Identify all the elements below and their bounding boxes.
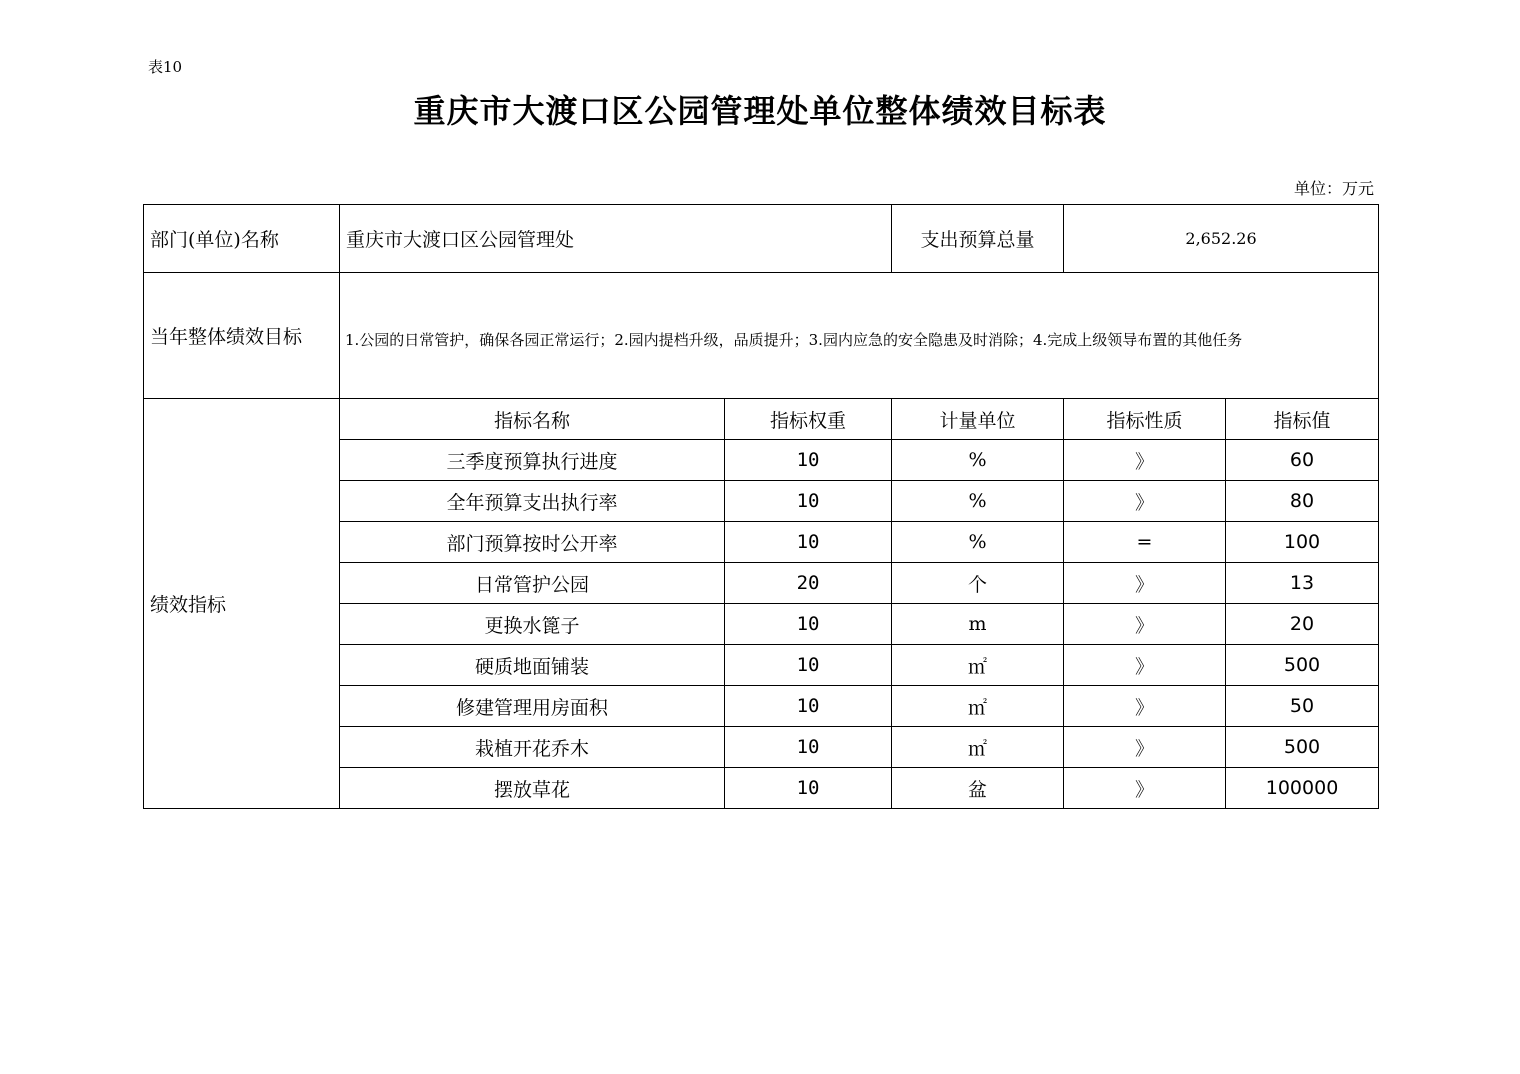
indicator-value: 60 — [1226, 440, 1379, 481]
table-number: 表10 — [148, 58, 183, 76]
indicator-nature: 》 — [1064, 440, 1226, 481]
indicator-nature: 》 — [1064, 604, 1226, 645]
indicator-value: 500 — [1226, 727, 1379, 768]
indicator-weight: 10 — [725, 440, 892, 481]
indicator-nature: 》 — [1064, 686, 1226, 727]
indicator-unit: ㎡ — [892, 727, 1064, 768]
indicator-name: 三季度预算执行进度 — [340, 440, 725, 481]
indicator-value: 100 — [1226, 522, 1379, 563]
document-title: 重庆市大渡口区公园管理处单位整体绩效目标表 — [413, 92, 1107, 130]
column-header: 指标性质 — [1064, 399, 1226, 440]
indicator-name: 硬质地面铺装 — [340, 645, 725, 686]
indicator-unit: % — [892, 522, 1064, 563]
indicator-weight: 10 — [725, 727, 892, 768]
indicator-weight: 10 — [725, 604, 892, 645]
indicator-header-row — [144, 399, 1379, 440]
indicator-weight: 10 — [725, 481, 892, 522]
indicator-weight: 10 — [725, 686, 892, 727]
indicator-unit: m — [892, 604, 1064, 645]
indicator-weight: 10 — [725, 645, 892, 686]
column-header: 指标值 — [1226, 399, 1379, 440]
indicator-value: 20 — [1226, 604, 1379, 645]
indicator-nature: 》 — [1064, 727, 1226, 768]
indicator-name: 更换水篦子 — [340, 604, 725, 645]
unit-note: 单位：万元 — [1293, 179, 1374, 198]
column-header: 计量单位 — [892, 399, 1064, 440]
indicator-name: 栽植开花乔木 — [340, 727, 725, 768]
indicator-nature: = — [1064, 522, 1226, 563]
annual-goal-label: 当年整体绩效目标 — [144, 273, 340, 399]
indicator-weight: 10 — [725, 768, 892, 809]
indicator-value: 13 — [1226, 563, 1379, 604]
indicator-section-label: 绩效指标 — [144, 399, 340, 809]
column-header: 指标权重 — [725, 399, 892, 440]
indicator-value: 80 — [1226, 481, 1379, 522]
dept-name-value: 重庆市大渡口区公园管理处 — [340, 205, 892, 273]
indicator-unit: ㎡ — [892, 686, 1064, 727]
annual-goal-text: 1.公园的日常管护，确保各园正常运行；2.园内提档升级，品质提升；3.园内应急的安全隐患及时消除；4.完成上级领导布置的其他任务 — [340, 273, 1379, 399]
indicator-nature: 》 — [1064, 563, 1226, 604]
column-header: 指标名称 — [340, 399, 725, 440]
indicator-unit: 个 — [892, 563, 1064, 604]
indicator-nature: 》 — [1064, 645, 1226, 686]
performance-target-table — [143, 204, 1379, 809]
indicator-unit: ㎡ — [892, 645, 1064, 686]
indicator-nature: 》 — [1064, 481, 1226, 522]
indicator-weight: 10 — [725, 522, 892, 563]
indicator-value: 500 — [1226, 645, 1379, 686]
indicator-unit: % — [892, 440, 1064, 481]
indicator-value: 100000 — [1226, 768, 1379, 809]
indicator-nature: 》 — [1064, 768, 1226, 809]
indicator-name: 部门预算按时公开率 — [340, 522, 725, 563]
summary-row — [144, 205, 1379, 273]
budget-total-label: 支出预算总量 — [892, 205, 1064, 273]
indicator-unit: % — [892, 481, 1064, 522]
indicator-name: 摆放草花 — [340, 768, 725, 809]
dept-name-label: 部门(单位)名称 — [144, 205, 340, 273]
indicator-value: 50 — [1226, 686, 1379, 727]
indicator-weight: 20 — [725, 563, 892, 604]
indicator-name: 日常管护公园 — [340, 563, 725, 604]
indicator-unit: 盆 — [892, 768, 1064, 809]
goal-row — [144, 273, 1379, 399]
indicator-name: 修建管理用房面积 — [340, 686, 725, 727]
indicator-name: 全年预算支出执行率 — [340, 481, 725, 522]
budget-total-value: 2,652.26 — [1064, 205, 1379, 273]
